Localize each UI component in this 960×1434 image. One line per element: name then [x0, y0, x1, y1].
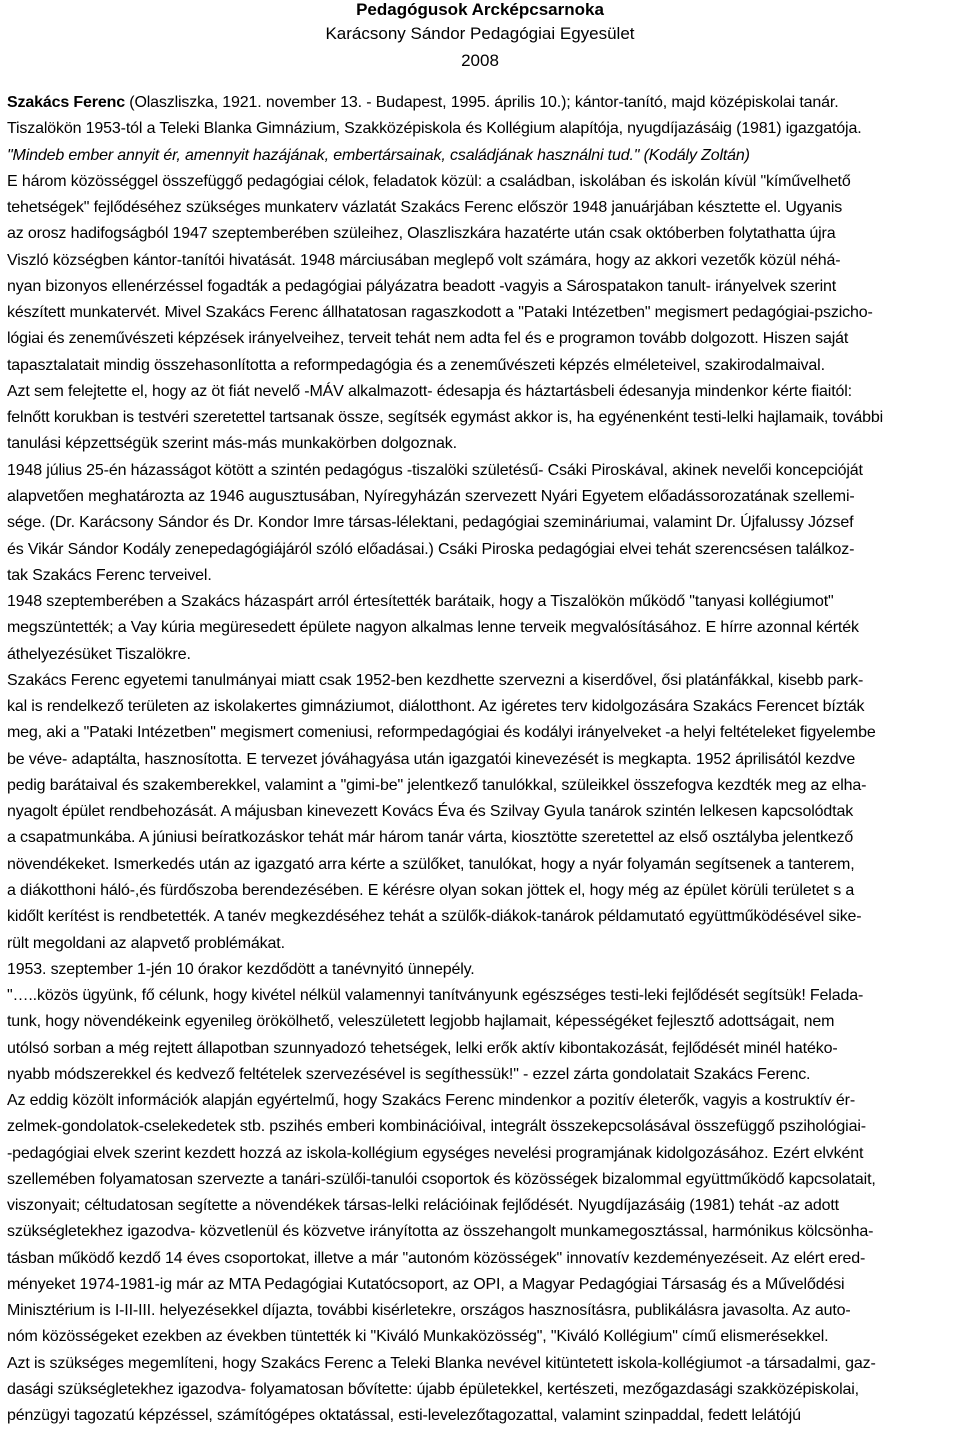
text-line: tak Szakács Ferenc terveivel.	[7, 566, 212, 584]
text-line: tunk, hogy növendékeink egyenileg örökölhető, veleszületett legjobb hajlamait, képességéket fejlesztő adottságait, nem	[7, 1013, 835, 1031]
text-line: Azt sem felejtette el, hogy az öt fiát nevelő -MÁV alkalmazott- édesapja és háztartásbeli édesanyja mindenkor kérte fiaitól:	[7, 382, 852, 400]
text-line: dasági szükségletekhez igazodva- folyamatosan bővítette: újabb épületekkel, kertészeti, mezőgazdasági szakközépiskolai,	[7, 1381, 859, 1399]
document-title: Pedagógusok Arcképcsarnoka	[356, 0, 604, 19]
text-line: Tiszalökön 1953-tól a Teleki Blanka Gimnázium, Szakközépiskola és Kollégium alapítója, nyugdíjazásáig (1981) igazgatója.	[7, 120, 862, 138]
text-line: tehetségek" fejlődéséhez szükséges munkaterv vázlatát Szakács Ferenc először 1948 januárjában késztette el. Ugyanis	[7, 199, 843, 217]
text-line: tásban működő kezdő 14 éves csoportokat, illetve a már "autonóm közösségek" innovatív kezdeményezéseit. Az elért ered-	[7, 1249, 866, 1267]
text-line: Szakács Ferenc egyetemi tanulmányai miatt csak 1952-ben kezdhette szervezni a kiserdővel, ősi platánfákkal, kisebb park-	[7, 671, 864, 689]
document-subtitle: Karácsony Sándor Pedagógiai Egyesület	[325, 24, 635, 43]
text-line: zelmek-gondolatok-cselekedetek stb. pszihés emberi kombinációival, integrált összekepcsolásával összefüggő pszihológiai-	[7, 1118, 866, 1136]
text-line: 1948 szeptemberében a Szakács házaspárt arról értesítették barátaik, hogy a Tiszalökön működő "tanyasi kollégiumot"	[7, 593, 834, 611]
text-line: tapasztalatait mindig összehasonlította a reformpedagógia és a zeneművészeti képzés elméleteivel, szakirodalmaival.	[7, 356, 825, 374]
text-line: viszonyait; céltudatosan segítette a növendékek társas-lelki relációinak fejlődését. Nyugdíjazásáig (1981) tehát -az adott	[7, 1197, 839, 1215]
text-line: pénzügyi tagozatú képzéssel, számítógépes oktatással, esti-levelezőtagozattal, valamint szinpaddal, fedett lelátójú	[7, 1407, 801, 1425]
text-line: be véve- adaptálta, hasznosította. E tervezet jóváhagyása után igazgatói kinevezését is megkapta. 1952 áprilisától kezdve	[7, 750, 856, 768]
text-line: nóm közösségeket ezekben az években tüntették ki "Kiváló Munkaközösség", "Kiváló Kollégium" című elismerésekkel.	[7, 1328, 829, 1346]
text-line: kidőlt kerítést is rendbetették. A tanév megkezdéséhez tehát a szülők-diákok-tanárok példamutató együttműködésével sike-	[7, 908, 862, 926]
quote-line: "Mindeb ember annyit ér, amennyit hazájának, embertársainak, családjának használni tud." (Kodály Zoltán)	[7, 146, 750, 164]
text-line: az orosz hadifogságból 1947 szeptemberében szüleihez, Olaszliszkára hazatérte után csak októberben folytathatta újra	[7, 225, 836, 243]
text-line: pedig barátaival és szakemberekkel, valamint a "gimi-be" jelentkező tanulókkal, szüleikkel összefogva kezdték meg az elha-	[7, 776, 867, 794]
intro-line	[7, 90, 960, 116]
text-line: Viszló községben kántor-tanítói hivatását. 1948 márciusában meglepő volt számára, hogy az akkori vezetők közül néhá-	[7, 251, 841, 269]
text-line: megszüntették; a Vay kúria megüresedett épülete nagyon alkalmas lenne terveik megvalósításához. E hírre azonnal kérték	[7, 619, 859, 637]
text-line: tanulási képzettségük szerint más-más munkakörben dolgoznak.	[7, 435, 457, 453]
text-line: készített munkatervét. Mivel Szakács Ferenc állhatatosan ragaszkodott a "Pataki Intézetben" megismert pedagógiai-pszicho-	[7, 304, 873, 322]
text-line: -pedagógiai elvek szerint kezdett hozzá az iskola-kollégium egységes nevelési programjának kidolgozásához. Ezért elvként	[7, 1144, 864, 1162]
text-line: utólsó sorban a még rejtett állapotban szunnyadozó tehetségek, lelki erők aktív kibontakozását, fejlődését minél hatéko-	[7, 1039, 838, 1057]
text-line: áthelyezésüket Tiszalökre.	[7, 645, 191, 663]
text-line: kal is rendelkező területen az iskolakertes gimnáziumot, diálotthont. Az igéretes terv kidolgozására Szakács Ferencet bízták	[7, 698, 865, 716]
text-line: rült megoldani az alapvető problémákat.	[7, 934, 285, 952]
text-line: E három közösséggel összefüggő pedagógiai célok, feladatok közül: a családban, iskolában és iskolán kívül "kíművelhető	[7, 172, 851, 190]
text-line: sége. (Dr. Karácsony Sándor és Dr. Kondor Imre társas-lélektani, pedagógiai szemináriumai, valamint Dr. Újfalussy József	[7, 514, 854, 532]
text-line: szükségletekhez igazodva- közvetlenül és közvetve irányította az összehangolt munkamegosztással, harmónikus kölcsönha-	[7, 1223, 874, 1241]
text-line: Minisztérium is I-II-III. helyezésekkel díjazta, további kisérletekre, országos hasznosításra, publikálásra javasolta. Az auto-	[7, 1302, 851, 1320]
text-line: szellemében folyamatosan szervezte a tanári-szülői-tanulói csoportok és közösségek bizalommal együttműködő kapcsolatait,	[7, 1170, 876, 1188]
text-line: ményeket 1974-1981-ig már az MTA Pedagógiai Kutatócsoport, az OPI, a Magyar Pedagógiai Társaság és a Művelődési	[7, 1275, 845, 1293]
text-line: nyagolt épület rendbehozását. A májusban kinevezett Kovács Éva és Szilvay Gyula tanárok szintén lelkesen kapcsolódtak	[7, 803, 854, 821]
text-line: növendékeket. Ismerkedés után az igazgató arra kérte a szülőket, tanulókat, hogy a nyár folyamán segítsenek a tanterem,	[7, 855, 855, 873]
text-line: Azt is szükséges megemlíteni, hogy Szakács Ferenc a Teleki Blanka nevével kitüntetett iskola-kollégiumot -a társadalmi, gaz-	[7, 1354, 876, 1372]
text-line: lógiai és zeneművészeti képzések irányelveihez, terveit tehát nem adta fel és e programon tovább dolgozott. Hiszen saját	[7, 330, 849, 348]
document-year: 2008	[461, 51, 499, 70]
text-line	[7, 1430, 960, 1434]
text-line: nyabb módszerekkel és kedvező feltételek szervezésével is segíthessük!" - ezzel zárta gondolatait Szakács Ferenc.	[7, 1065, 811, 1083]
text-line: meg, aki a "Pataki Intézetben" megismert comeniusi, reformpedagógiai és kodályi irányelveket -a helyi feltételeket figyelembe	[7, 724, 876, 742]
document-body	[7, 90, 960, 1434]
text-line: és Vikár Sándor Kodály zenepedagógiájáról szóló előadásai.) Csáki Piroska pedagógiai elvei tehát szerencsésen találkoz-	[7, 540, 855, 558]
text-line: alapvetően meghatározta az 1946 augusztusában, Nyíregyházán szervezett Nyári Egyetem előadássorozatának szellemi-	[7, 487, 855, 505]
text-line: Az eddig közölt információk alapján egyértelmű, hogy Szakács Ferenc mindenkor a pozitív életerők, vagyis a kostruktív ér-	[7, 1092, 856, 1110]
intro-text: (Olaszliszka, 1921. november 13. - Budapest, 1995. április 10.); kántor-tanító, majd középiskolai tanár.	[124, 94, 839, 111]
text-line: 1953. szeptember 1-jén 10 órakor kezdődött a tanévnyitó ünnepély.	[7, 960, 475, 978]
text-line: nyan bizonyos ellenérzéssel fogadták a pedagógiai pályázatra beadott -vagyis a Sárospatakon tanult- irányelvek szerint	[7, 277, 837, 295]
text-line: felnőtt korukban is testvéri szeretettel tartsanak össze, segítsék egymást akkor is, ha egyénenként testi-lelki hajlamaik, további	[7, 409, 884, 427]
text-line: 1948 július 25-én házasságot kötött a szintén pedagógus -tiszalöki születésű- Csáki Piroskával, akinek nevelői koncepcióját	[7, 461, 863, 479]
text-line: "…..közös ügyünk, fő célunk, hogy kivétel nélkül valamennyi tanítványunk egészséges testi-leki fejlődését segítsük! Felada-	[7, 987, 864, 1005]
text-line: a diákotthoni háló-,és fürdőszoba berendezésében. E kérésre olyan sokan jöttek el, hogy még az épület körüli területet s a	[7, 881, 855, 899]
person-name: Szakács Ferenc	[7, 94, 125, 111]
text-line: a csapatmunkába. A júniusi beíratkozáskor tehát már három tanár várta, kiosztötte szeretettel az első osztályba jelentkező	[7, 829, 854, 847]
